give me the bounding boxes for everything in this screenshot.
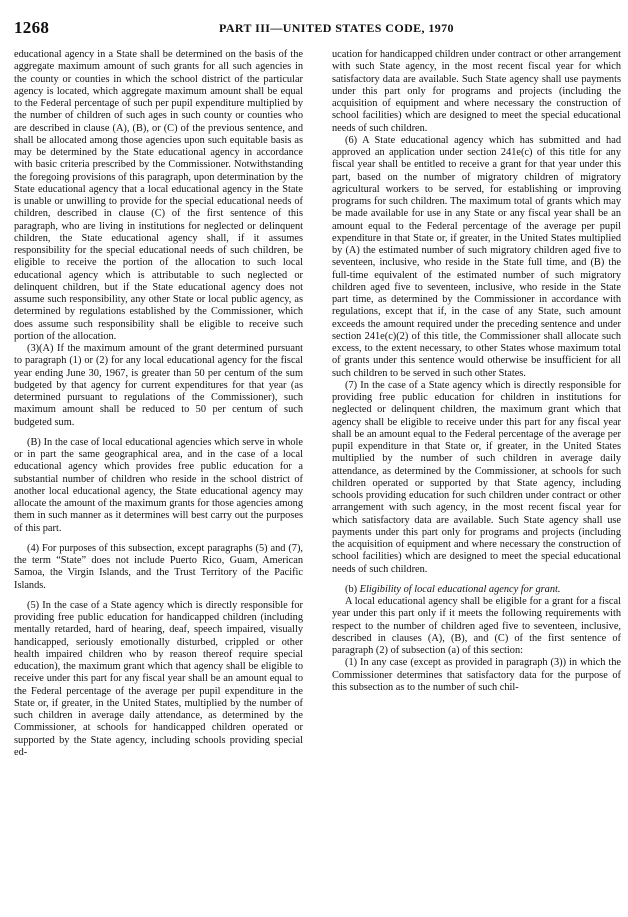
paragraph-3a: (3)(A) If the maximum amount of the grant determined pursuant to paragraph (1) or (2) for any local educational agency for the fiscal year ending June 30, 1967, is greater than 50 per centum of the sum budgeted by that agency for current expenditures for that year (as determined pursuant to regulations of the Commissioner), such maximum amount shall be reduced to 50 per centum of such budgeted sum. [14, 343, 303, 428]
subsection-b-title: Eligibility of local educational agency for grant. [359, 583, 561, 595]
subsection-b-label: (b) [345, 583, 358, 595]
paragraph-continuation: educational agency in a State shall be determined on the basis of the aggregate maximum amount of such grants for all such agencies in the county or counties in which the school district of the particular agency is located, which aggregate maximum amount shall be equal to the Federal percentage of such per pupil expenditure multiplied by the number of children of such ages in such county or counties who are described in clause (A), (B), or (C) of the previous sentence, and shall be allocated among those agencies upon such equitable basis as may be determined by the State educational agency in accordance with basic criteria prescribed by the Commissioner. Notwithstanding the foregoing provisions of this paragraph, upon determination by the State educational agency that a local educational agency in the State is unable or unwilling to provide for the special educational needs of children, described in clause (C) of the first sentence of this paragraph, who are living in institutions for neglected or delinquent children, the State educational agency shall, if it assumes responsibility for the special educational needs of such children, be eligible to receive the portion of the allocation to such local educational agency which is attributable to such neglected or delinquent children, but if the State educational agency does not assume such responsibility, any other State or local public agency, as determined by regulations established by the Commissioner, which does assume such responsibility shall be eligible to receive such portion of the allocation. [14, 49, 303, 342]
paragraph-5-continuation: ucation for handicapped children under contract or other arrangement with such State agency, in the most recent fiscal year for which satisfactory data are available. Such State agency shall use payments under this part only for programs and projects (including the acquisition of equipment and where necessary the construction of school facilities) which are designed to meet the special educational needs of such children. [332, 49, 621, 134]
left-column [14, 49, 303, 909]
subsection-b-heading [332, 584, 621, 596]
running-head: PART III—UNITED STATES CODE, 1970 [219, 21, 454, 35]
paragraph-6: (6) A State educational agency which has submitted and had approved an application under section 241e(c) of this title for any fiscal year shall be entitled to receive a grant for that year under this part, based on the number of migratory children of migratory agricultural workers to be served, for establishing or improving programs for such children. The maximum total of grants which may be made available for use in any State or any fiscal year shall be an amount equal to the Federal percentage of the average per pupil expenditure in that State or, if greater, in the United States multiplied by (A) the estimated number of such migratory children aged five to seventeen, inclusive, who reside in the State full time, and (B) the full-time equivalent of the estimated number of such migratory children aged five to seventeen, inclusive, who reside in the State part time, as determined by the Commissioner in accordance with regulations, except that if, in the case of any State, such amount exceeds the amount required under the preceding sentence and under section 241e(c)(2) of this title, the Commissioner shall allocate such excess, to the extent necessary, to other States whose maximum total of grants under this sentence would otherwise be insufficient for all such children to be served in such other States. [332, 134, 621, 379]
right-column [332, 49, 621, 909]
subsection-b-intro: A local educational agency shall be eligible for a grant for a fiscal year under this part only if it meets the following requirements with respect to the number of children aged five to seventeen, inclusive, described in clauses (A), (B), and (C) of the first sentence of paragraph (2) of subsection (a) of this section: [332, 596, 621, 656]
page-number: 1268 [14, 18, 50, 37]
paragraph-5: (5) In the case of a State agency which is directly responsible for providing free public education for handicapped children (including mentally retarded, hard of hearing, deaf, speech impaired, visually handicapped, seriously emotionally disturbed, crippled or other health impaired children who by reason thereof require special education), the maximum grant which that agency shall be eligible to receive under this part for any fiscal year shall be an amount equal to the Federal percentage of the average per pupil expenditure in the State or, if greater, in the United States, multiplied by the number of such children in average daily attendance, as determined by the Commissioner, at schools for handicapped children operated or supported by the State agency, including schools providing special ed- [14, 599, 303, 758]
paragraph-4: (4) For purposes of this subsection, except paragraphs (5) and (7), the term “State” does not include Puerto Rico, Guam, American Samoa, the Virgin Islands, and the Trust Territory of the Pacific Islands. [14, 542, 303, 591]
paragraph-3b: (B) In the case of local educational agencies which serve in whole or in part the same geographical area, and in the case of a local educational agency which provides free public education for a substantial number of children who reside in the school district of another local educational agency, the State educational agency may allocate the amount of the maximum grants for those agencies among them in such manner as it determines will best carry out the purposes of this part. [14, 436, 303, 534]
paragraph-7: (7) In the case of a State agency which is directly responsible for providing free public education for children in institutions for neglected or delinquent children, the maximum grant which that agency shall be eligible to receive under this part for any fiscal year shall be an amount equal to the Federal percentage of the average per pupil expenditure in that State or, if greater, in the United States multiplied by the number of such children in average daily attendance, as determined by the Commissioner, at schools for such children operated or supported by that State agency, including schools providing education for such children under contract or other arrangement with such agency, in the most recent fiscal year for which satisfactory data are available. Such State agency shall use payments under this part only for programs and projects (including the acquisition of equipment and where necessary the construction of school facilities) which are designed to meet the special educational needs of such children. [332, 379, 621, 575]
paragraph-b1: (1) In any case (except as provided in paragraph (3)) in which the Commissioner determines that satisfactory data for the purpose of this subsection as to the number of such chil- [332, 657, 621, 693]
page-header [14, 18, 612, 40]
